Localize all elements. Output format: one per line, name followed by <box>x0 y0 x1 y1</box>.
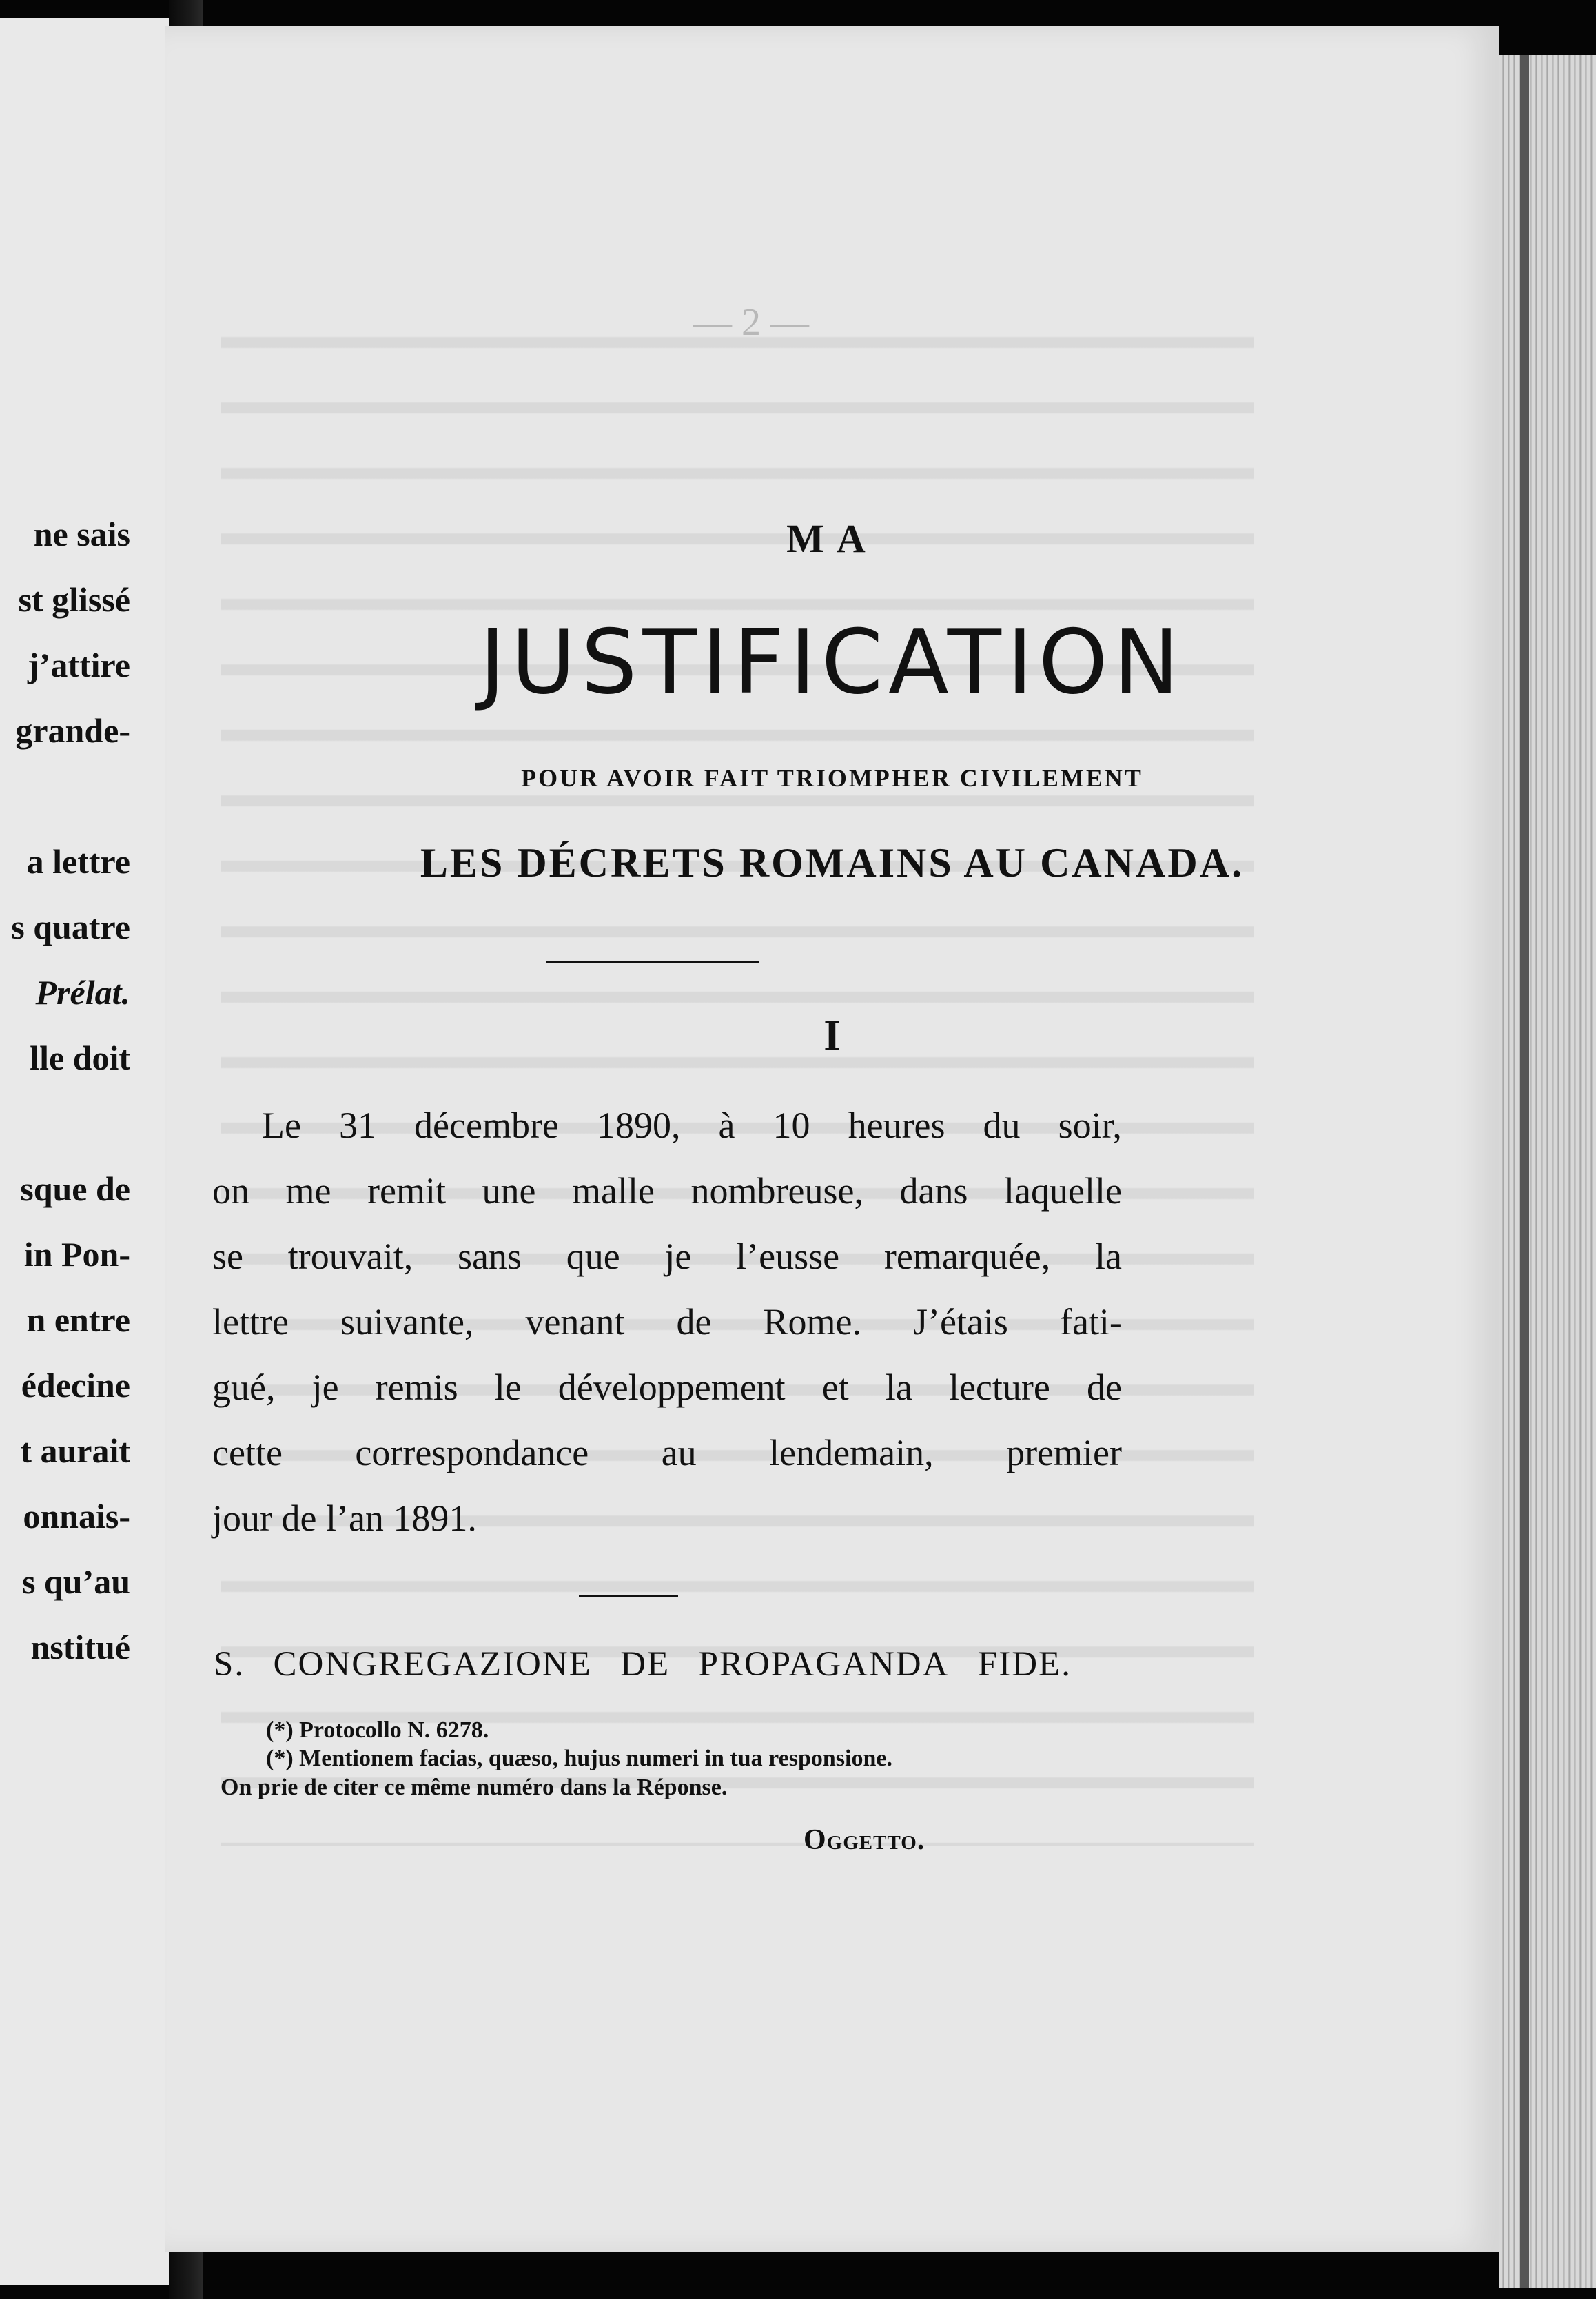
section-number: I <box>823 1012 841 1059</box>
left-page-fragment: lle doit <box>30 1039 130 1077</box>
body-paragraph <box>212 1093 1122 1551</box>
footnote-french: On prie de citer ce même numéro dans la Réponse. <box>221 1775 728 1800</box>
left-page-fragment: sque de <box>20 1169 130 1208</box>
left-page-fragment: st glissé <box>18 580 130 619</box>
page-edges <box>1499 55 1596 2288</box>
left-page-fragment: in Pon- <box>23 1235 130 1274</box>
left-page-fragment: nstitué <box>30 1628 130 1666</box>
bleed-page-number: — 2 — <box>693 301 809 344</box>
body-line: lettre suivante, venant de Rome. J’étais fati- <box>212 1301 1122 1342</box>
divider-rule-short <box>579 1595 678 1597</box>
body-line: jour de l’an 1891. <box>212 1498 477 1539</box>
body-line: on me remit une malle nombreuse, dans laquelle <box>212 1170 1122 1212</box>
subtitle-line-1: POUR AVOIR FAIT TRIOMPHER CIVILEMENT <box>521 764 1143 792</box>
footnote-latin: (*) Mentionem facias, quæso, hujus numeri in tua responsione. <box>266 1746 892 1771</box>
left-page-fragment: Prélat. <box>35 973 130 1012</box>
left-page-fragment: édecine <box>21 1366 130 1404</box>
left-page-fragment: onnais- <box>23 1497 130 1535</box>
body-line: gué, je remis le développement et la lecture de <box>212 1367 1122 1408</box>
left-page-fragment: n entre <box>26 1300 130 1339</box>
divider-rule <box>546 961 759 963</box>
body-line: cette correspondance au lendemain, premier <box>212 1432 1122 1473</box>
congregation-heading: S. CONGREGAZIONE DE PROPAGANDA FIDE. <box>214 1645 1072 1684</box>
left-page-fragment: grande- <box>15 711 130 750</box>
body-line: Le 31 décembre 1890, à 10 heures du soir, <box>262 1105 1122 1146</box>
left-page-fragment: t aurait <box>20 1431 130 1470</box>
body-line: se trouvait, sans que je l’eusse remarquée, la <box>212 1236 1122 1277</box>
left-page-fragment: s quatre <box>11 908 130 946</box>
title-small: MA <box>786 516 878 561</box>
left-page-fragment: a lettre <box>26 842 130 881</box>
previous-page-strip <box>0 18 169 2285</box>
oggetto-label: Oggetto. <box>804 1824 925 1856</box>
footnote-protocol: (*) Protocollo N. 6278. <box>266 1717 489 1743</box>
title-large: JUSTIFICATION <box>479 611 1185 714</box>
left-page-fragment: j’attire <box>28 646 130 684</box>
subtitle-line-2: LES DÉCRETS ROMAINS AU CANADA. <box>420 840 1245 886</box>
left-page-fragment: s qu’au <box>21 1562 130 1601</box>
left-page-fragment: ne sais <box>33 515 130 553</box>
page-edge-shadow <box>1520 55 1529 2288</box>
main-page <box>165 26 1499 2252</box>
